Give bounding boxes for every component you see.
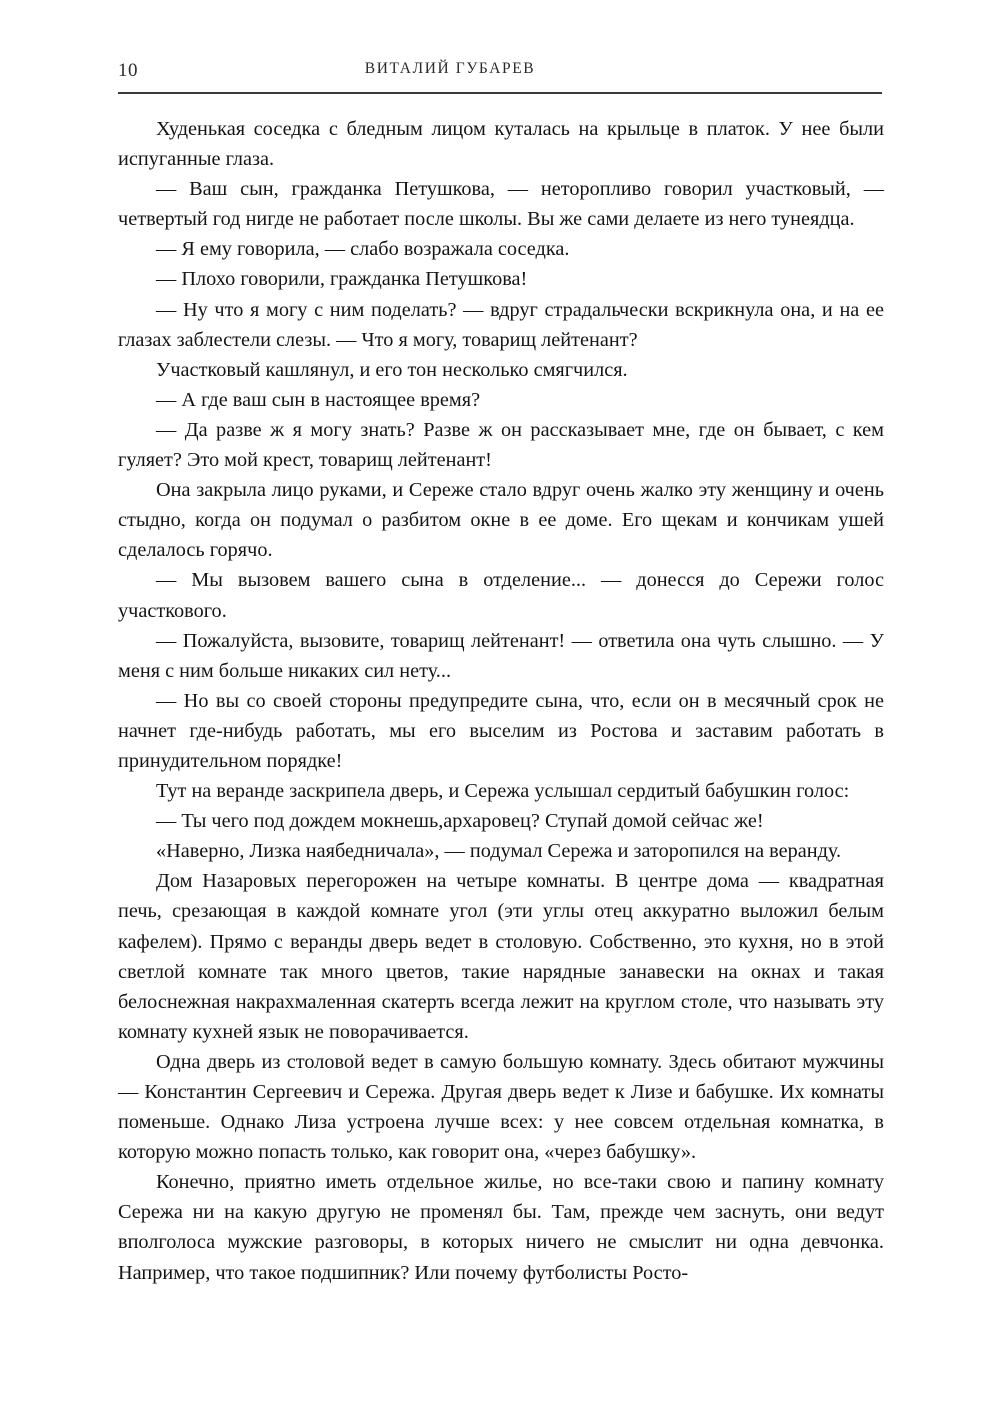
- paragraph: Тут на веранде заскрипела дверь, и Сережа услышал сердитый бабушкин голос:: [156, 780, 850, 803]
- paragraph: Она закрыла лицо руками, и Сереже стало вдруг очень жалко эту женщину и очень стыдно, когда он подумал о разбитом окне в ее доме. Его щекам и кончикам ушей сделалось горячо.: [118, 479, 884, 562]
- page-body: [118, 114, 884, 1288]
- running-title: ВИТАЛИЙ ГУБАРЕВ: [364, 60, 536, 77]
- page-number: 10: [118, 60, 138, 81]
- paragraph: — Ваш сын, гражданка Петушкова, — неторопливо говорил участковый, — четвертый год нигде не работает после школы. Вы же сами делаете из него тунеядца.: [118, 178, 884, 231]
- paragraph: Конечно, приятно иметь отдельное жилье, но все-таки свою и папину комнату Сережа ни на какую другую не променял бы. Там, прежде чем заснуть, они ведут вполголоса мужские разговоры, в которых ничего не смыслит ни одна девчонка. Например, что такое подшипник? Или почему футболисты Росто-: [118, 1171, 884, 1284]
- paragraph: — Да разве ж я могу знать? Разве ж он рассказывает мне, где он бывает, с кем гуляет? Это мой крест, товарищ лейтенант!: [118, 418, 884, 472]
- paragraph: — Плохо говорили, гражданка Петушкова!: [156, 268, 528, 291]
- paragraph: — Мы вызовем вашего сына в отделение... — донесся до Сережи голос участкового.: [118, 569, 884, 622]
- paragraph: Худенькая соседка с бледным лицом куталась на крыльце в платок. У нее были испуганные глаза.: [118, 118, 884, 171]
- paragraph: Одна дверь из столовой ведет в самую большую комнату. Здесь обитают мужчины — Константин Сергеевич и Сережа. Другая дверь ведет к Лизе и бабушке. Их комнаты поменьше. Однако Лиза устроена лучше всех: у нее совсем отдельная комнатка, в которую можно попасть только, как говорит она, «через бабушку».: [118, 1050, 884, 1164]
- paragraph: Дом Назаровых перегорожен на четыре комнаты. В центре дома — квадратная печь, срезающая в каждой комнате угол (эти углы отец аккуратно выложил белым кафелем). Прямо с веранды дверь ведет в столовую. Собственно, это кухня, но в этой светлой комнате так много цветов, такие нарядные занавески на окнах и такая белоснежная накрахмаленная скатерть всегда лежит на круглом столе, что называть эту комнату кухней язык не поворачивается.: [118, 870, 884, 1043]
- header-divider: [118, 92, 882, 94]
- paragraph: — Ты чего под дождем мокнешь,архаровец? Ступай домой сейчас же!: [156, 810, 764, 833]
- paragraph: — Ну что я могу с ним поделать? — вдруг страдальчески вскрикнула она, и на ее глазах заблестели слезы. — Что я могу, товарищ лейтенант?: [118, 298, 884, 351]
- paragraph: — Но вы со своей стороны предупредите сына, что, если он в месячный срок не начнет где-нибудь работать, мы его выселим из Ростова и заставим работать в принудительном порядке!: [118, 689, 884, 772]
- paragraph: — А где ваш сын в настоящее время?: [156, 388, 481, 411]
- paragraph: Участковый кашлянул, и его тон несколько смягчился.: [156, 358, 628, 381]
- paragraph: «Наверно, Лизка наябедничала», — подумал Сережа и заторопился на веранду.: [156, 840, 842, 863]
- page-header: [118, 60, 882, 94]
- paragraph: — Я ему говорила, — слабо возражала соседка.: [156, 238, 570, 261]
- paragraph: — Пожалуйста, вызовите, товарищ лейтенант! — ответила она чуть слышно. — У меня с ним больше никаких сил нету...: [118, 629, 884, 682]
